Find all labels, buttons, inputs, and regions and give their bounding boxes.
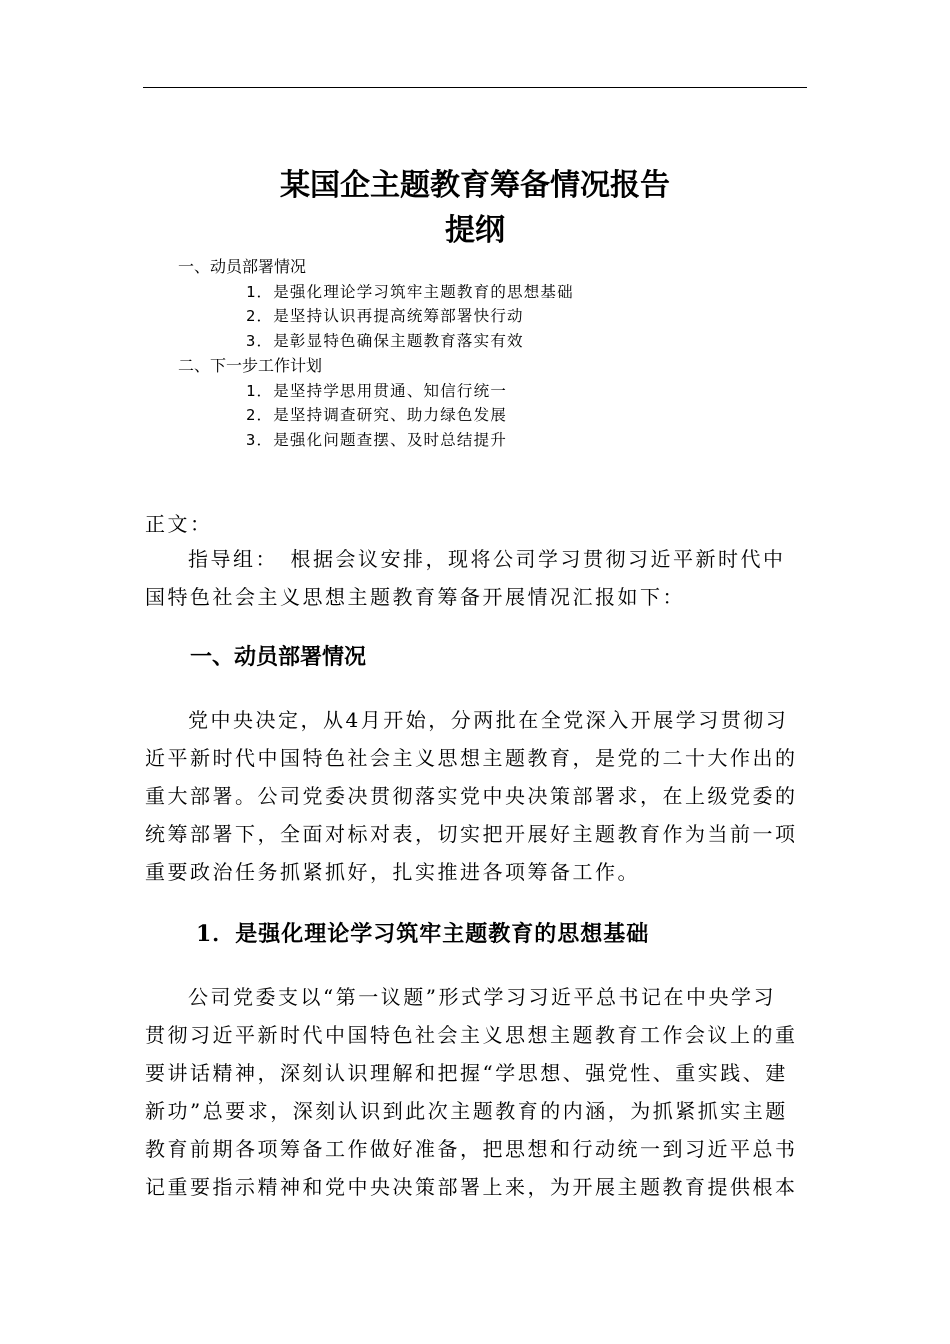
outline-section1-heading: 一、动员部署情况: [178, 257, 307, 276]
paragraph-line: 重要政治任务抓紧抓好，扎实推进各项筹备工作。: [145, 860, 640, 884]
body-label: 正文：: [145, 512, 213, 536]
outline-section1-item: 3．是彰显特色确保主题教育落实有效: [246, 332, 524, 350]
outline-section2-item: 3．是强化问题查摆、及时总结提升: [246, 431, 508, 449]
outline-section2-item: 1．是坚持学思用贯通、知信行统一: [246, 382, 508, 400]
paragraph-line: 重大部署。公司党委决贯彻落实党中央决策部署求，在上级党委的: [145, 784, 798, 808]
paragraph-line: 党中央决定，从4月开始，分两批在全党深入开展学习贯彻习: [188, 708, 789, 732]
document-subtitle: 提纲: [445, 213, 505, 248]
subsection-heading-1: 1．是强化理论学习筑牢主题教育的思想基础: [196, 921, 650, 947]
outline-section1-item: 2．是坚持认识再提高统筹部署快行动: [246, 307, 524, 325]
paragraph-line: 教育前期各项筹备工作做好准备，把思想和行动统一到习近平总书: [145, 1137, 798, 1161]
intro-line: 指导组： 根据会议安排，现将公司学习贯彻习近平新时代中: [188, 547, 786, 571]
paragraph-line: 新功”总要求，深刻认识到此次主题教育的内涵，为抓紧抓实主题: [145, 1099, 788, 1123]
paragraph-line: 要讲话精神，深刻认识理解和把握“学思想、强党性、重实践、建: [145, 1061, 788, 1085]
intro-line: 国特色社会主义思想主题教育筹备开展情况汇报如下：: [145, 585, 685, 609]
outline-section2-item: 2．是坚持调查研究、助力绿色发展: [246, 406, 508, 424]
paragraph-line: 贯彻习近平新时代中国特色社会主义思想主题教育工作会议上的重: [145, 1023, 798, 1047]
document-title: 某国企主题教育筹备情况报告: [280, 168, 670, 203]
header-rule: [143, 87, 807, 88]
paragraph-line: 公司党委支以“第一议题”形式学习习近平总书记在中央学习: [188, 985, 776, 1009]
section-heading-1: 一、动员部署情况: [190, 645, 367, 670]
outline-section1-item: 1．是强化理论学习筑牢主题教育的思想基础: [246, 283, 574, 301]
paragraph-line: 记重要指示精神和党中央决策部署上来，为开展主题教育提供根本: [145, 1175, 798, 1199]
outline-section2-heading: 二、下一步工作计划: [178, 356, 323, 375]
paragraph-line: 统筹部署下，全面对标对表，切实把开展好主题教育作为当前一项: [145, 822, 798, 846]
paragraph-line: 近平新时代中国特色社会主义思想主题教育，是党的二十大作出的: [145, 746, 798, 770]
